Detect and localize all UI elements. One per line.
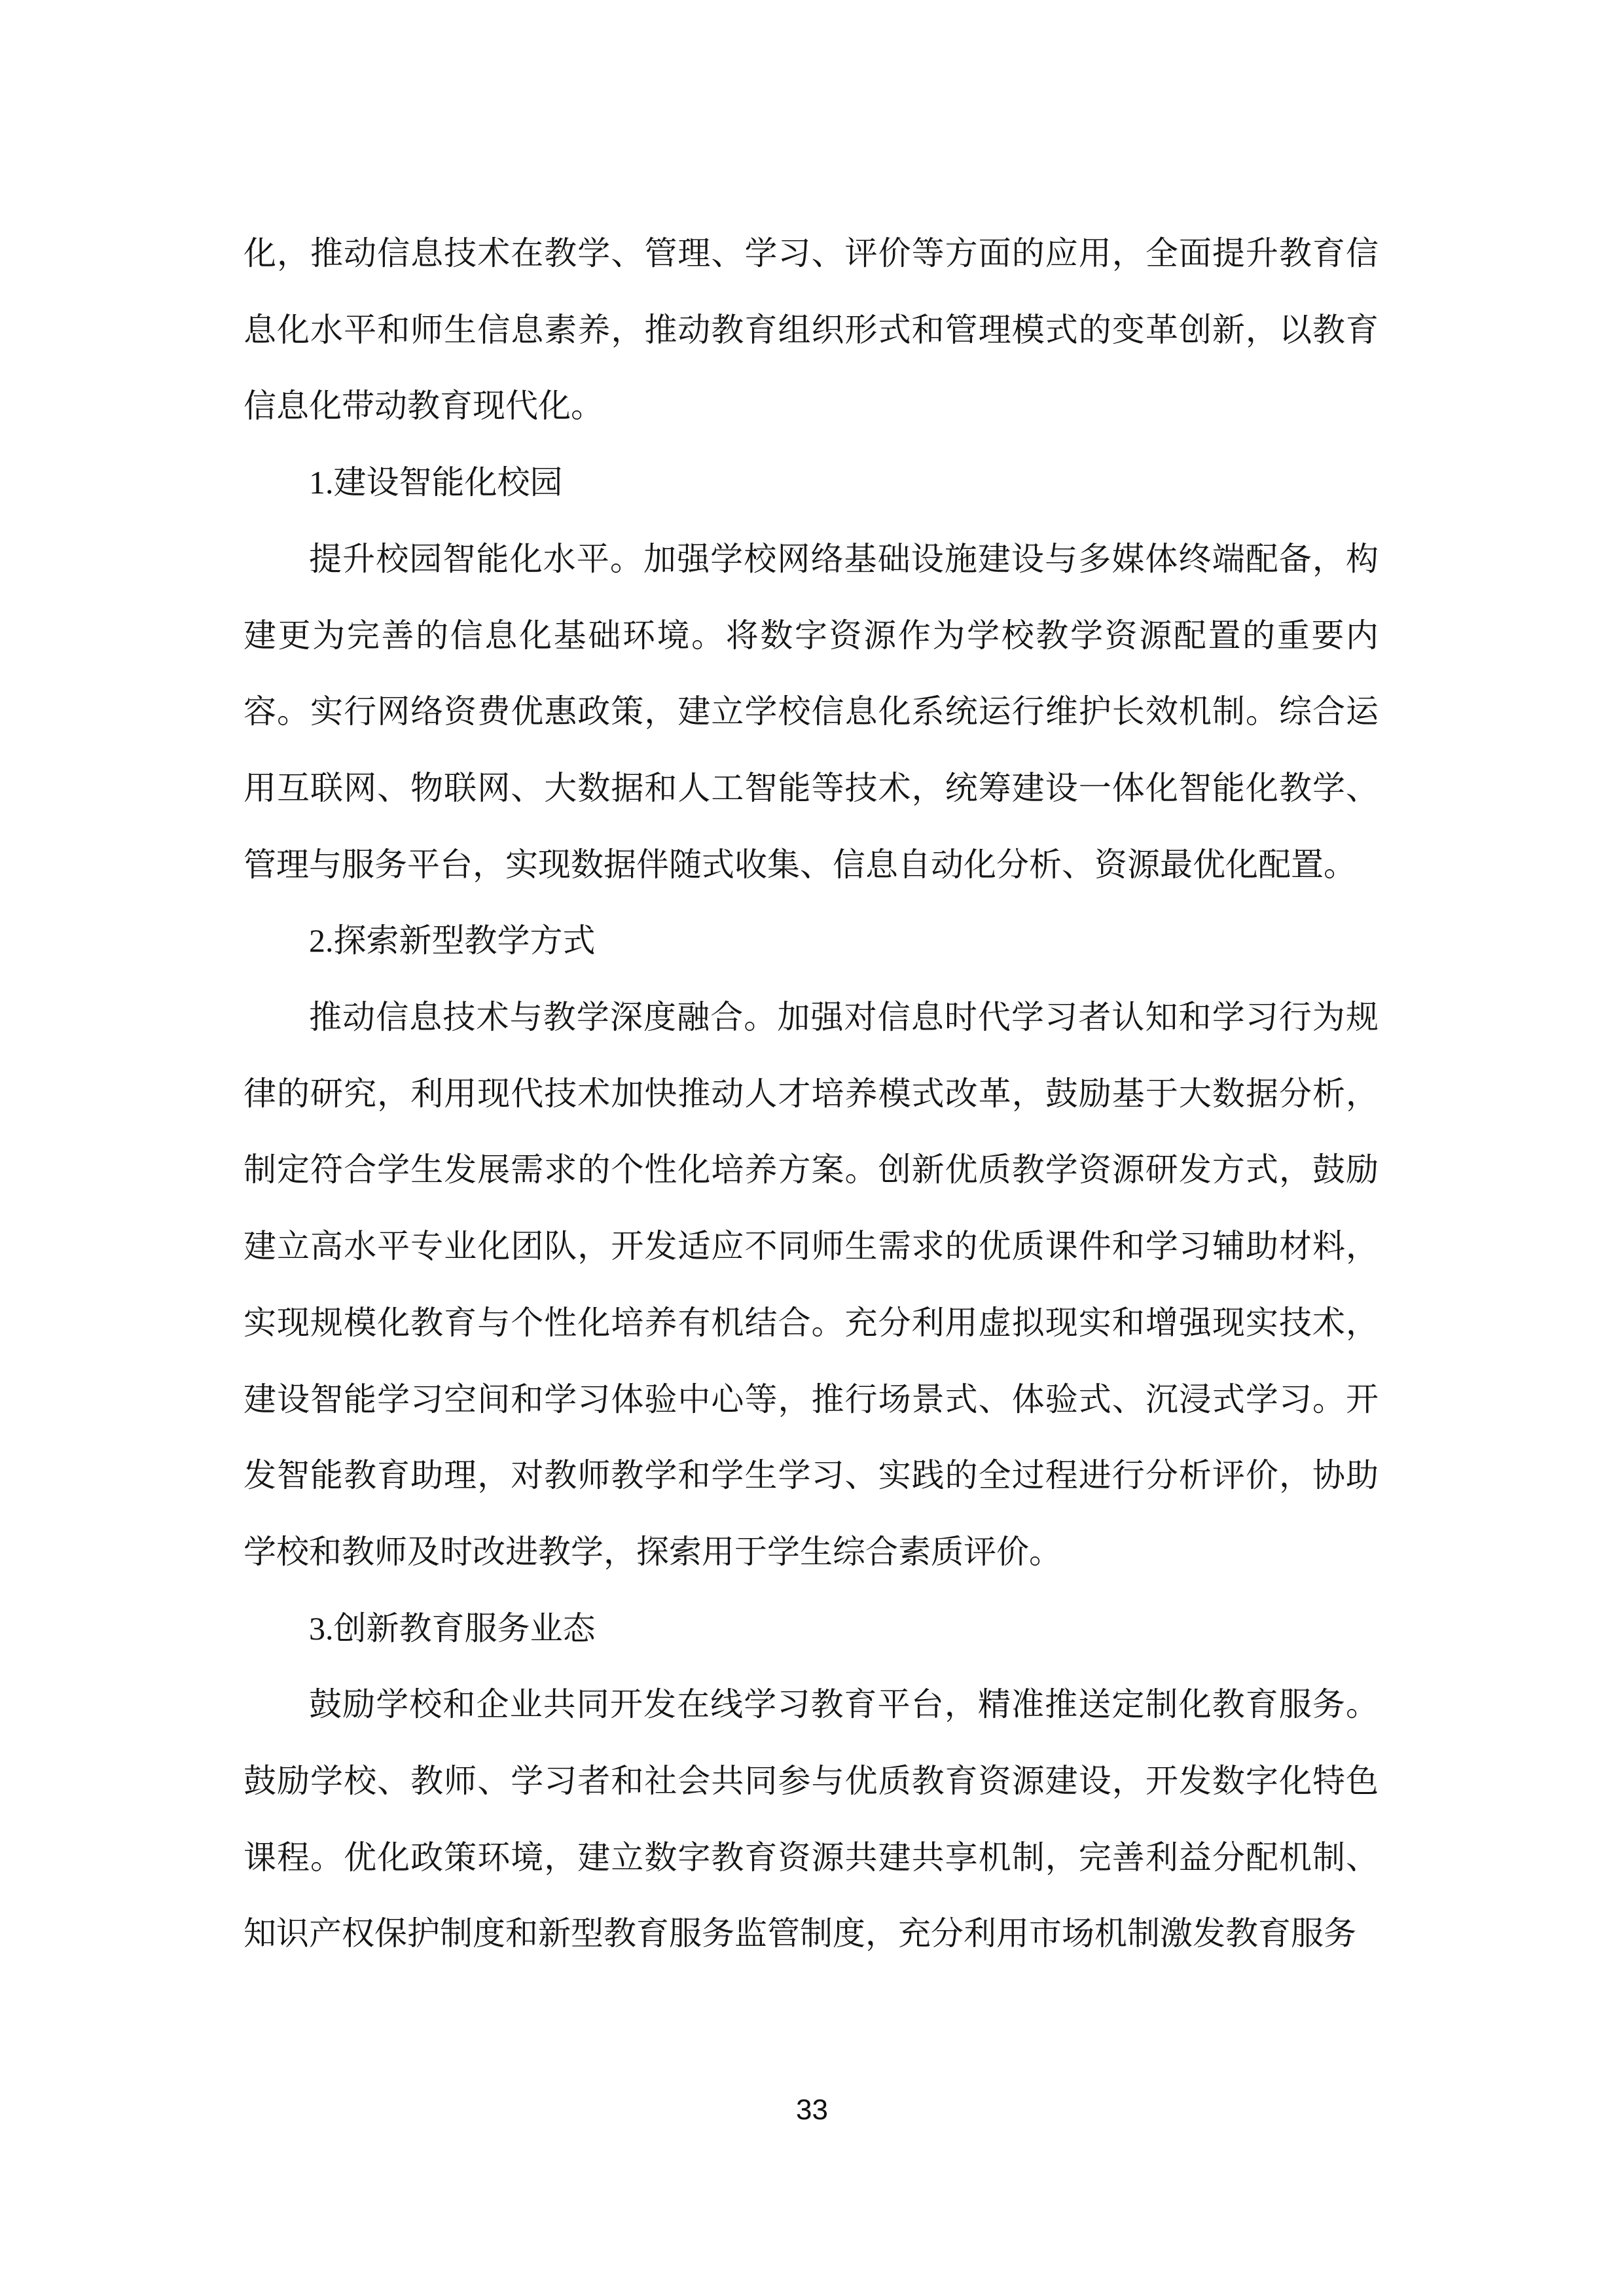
paragraph: 提升校园智能化水平。加强学校网络基础设施建设与多媒体终端配备，构建更为完善的信息化基础环境。将数字资源作为学校教学资源配置的重要内容。实行网络资费优惠政策，建立学校信息化系统运行维护长效机制。综合运用互联网、物联网、大数据和人工智能等技术，统筹建设一体化智能化教学、管理与服务平台，实现数据伴随式收集、信息自动化分析、资源最优化配置。 <box>244 540 1379 883</box>
section-heading: 3.创新教育服务业态 <box>309 1609 596 1647</box>
paragraph: 推动信息技术与教学深度融合。加强对信息时代学习者认知和学习行为规律的研究，利用现代技术加快推动人才培养模式改革，鼓励基于大数据分析，制定符合学生发展需求的个性化培养方案。创新优质教学资源研发方式，鼓励建立高水平专业化团队，开发适应不同师生需求的优质课件和学习辅助材料，实现规模化教育与个性化培养有机结合。充分利用虚拟现实和增强现实技术，建设智能学习空间和学习体验中心等，推行场景式、体验式、沉浸式学习。开发智能教育助理，对教师教学和学生学习、实践的全过程进行分析评价，协助学校和教师及时改进教学，探索用于学生综合素质评价。 <box>244 999 1379 1570</box>
paragraph: 鼓励学校和企业共同开发在线学习教育平台，精准推送定制化教育服务。鼓励学校、教师、学习者和社会共同参与优质教育资源建设，开发数字化特色课程。优化政策环境，建立数字教育资源共建共享机制，完善利益分配机制、知识产权保护制度和新型教育服务监管制度，充分利用市场机制激发教育服务 <box>244 1686 1379 1952</box>
document-body <box>244 215 1379 1972</box>
section-heading: 2.探索新型教学方式 <box>309 922 596 960</box>
paragraph: 化，推动信息技术在教学、管理、学习、评价等方面的应用，全面提升教育信息化水平和师生信息素养，推动教育组织形式和管理模式的变革创新，以教育信息化带动教育现代化。 <box>244 235 1379 425</box>
page-number: 33 <box>796 2094 828 2126</box>
page-footer <box>0 2093 1624 2127</box>
section-heading: 1.建设智能化校园 <box>309 464 563 501</box>
